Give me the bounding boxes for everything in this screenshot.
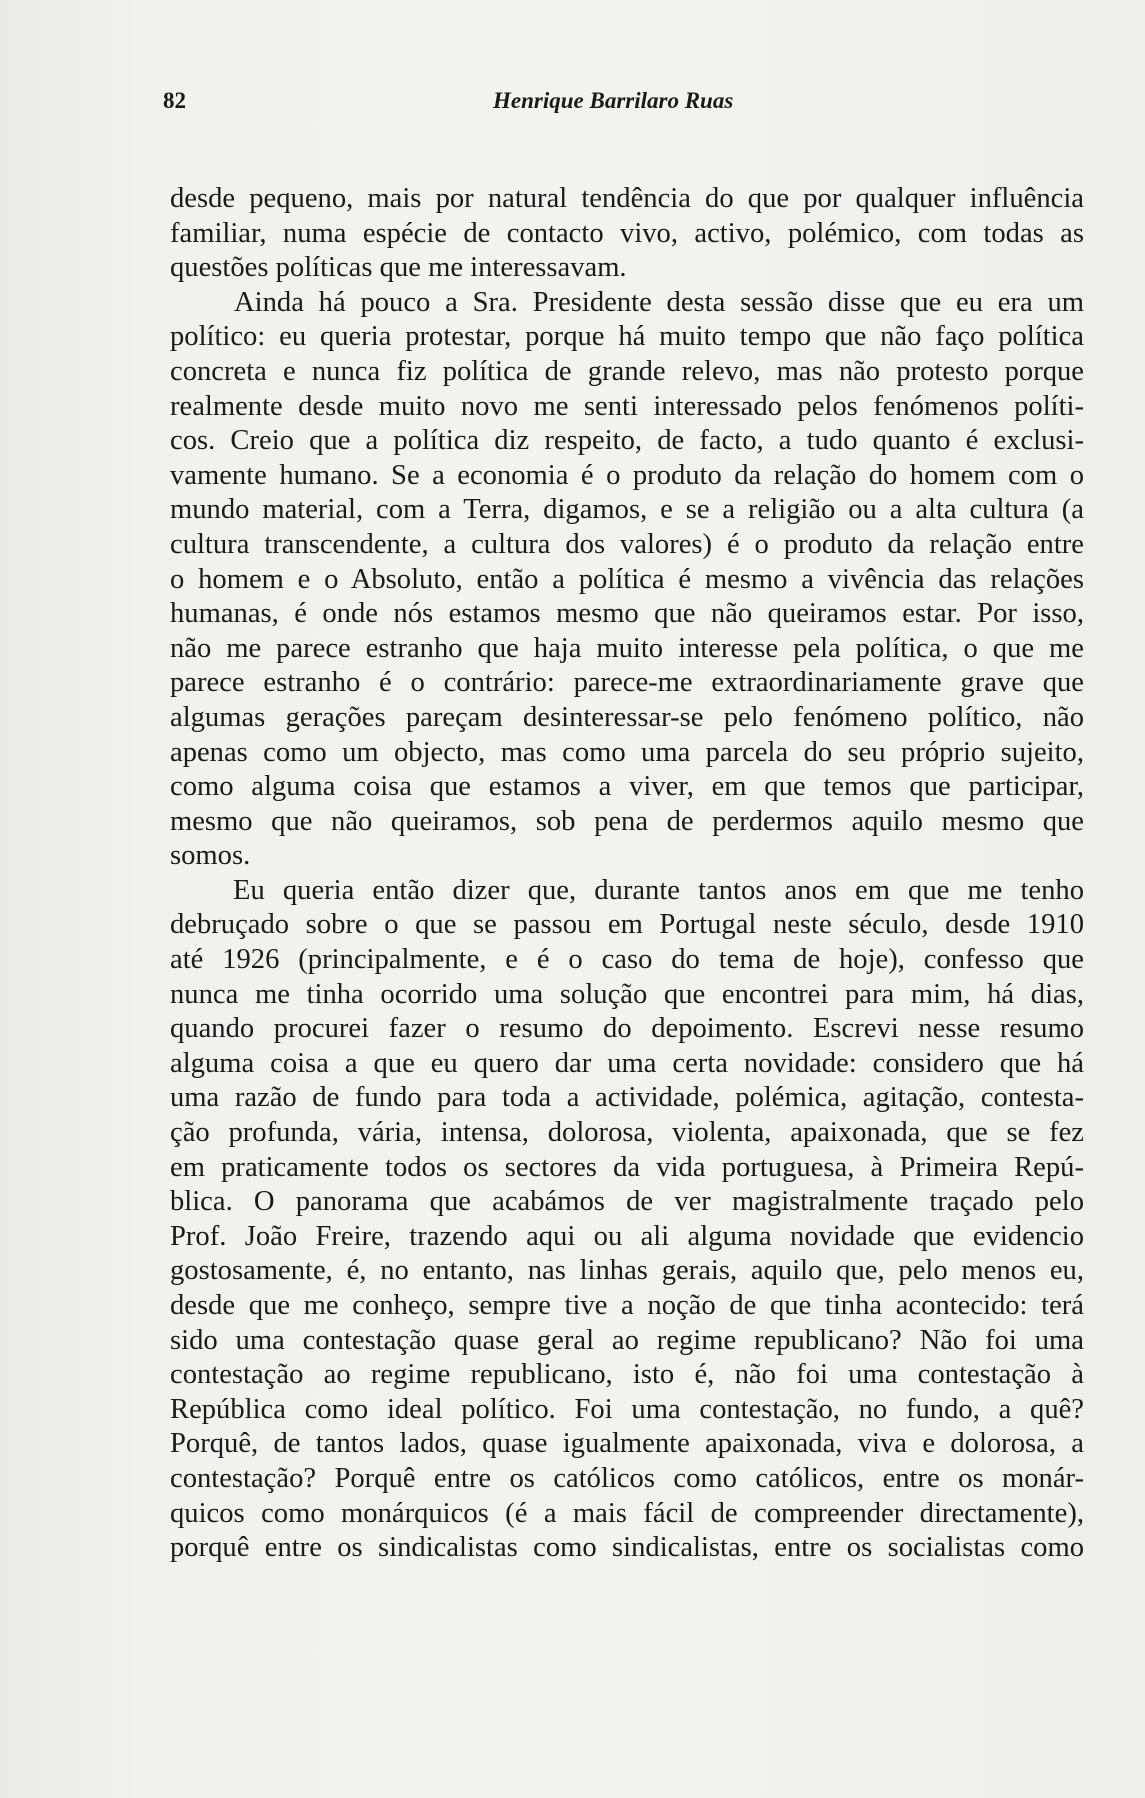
text-line: humanas, é onde nós estamos mesmo que não queiramos estar. Por isso, [170, 598, 1084, 630]
text-line: até 1926 (principalmente, e é o caso do tema de hoje), confesso que [170, 944, 1084, 976]
text-line: vamente humano. Se a economia é o produto da relação do homem com o [170, 459, 1084, 491]
text-line: mesmo que não queiramos, sob pena de perdermos aquilo mesmo que [170, 805, 1084, 837]
text-line: nunca me tinha ocorrido uma solução que encontrei para mim, há dias, [170, 978, 1084, 1010]
text-line: Prof. João Freire, trazendo aqui ou ali alguma novidade que evidencio [170, 1220, 1084, 1252]
text-line: debruçado sobre o que se passou em Portugal neste século, desde 1910 [170, 909, 1084, 941]
text-line: familiar, numa espécie de contacto vivo, activo, polémico, com todas as [170, 217, 1084, 249]
text-line: porquê entre os sindicalistas como sindicalistas, entre os socialistas como [170, 1532, 1084, 1564]
text-line: uma razão de fundo para toda a actividade, polémica, agitação, contesta- [170, 1082, 1084, 1114]
text-line: desde que me conheço, sempre tive a noção de que tinha acontecido: terá [170, 1290, 1084, 1321]
text-line: apenas como um objecto, mas como uma parcela do seu próprio sujeito, [170, 736, 1084, 768]
text-line: República como ideal político. Foi uma contestação, no fundo, a quê? [170, 1393, 1084, 1425]
text-line: Ainda há pouco a Sra. Presidente desta sessão disse que eu era um [234, 286, 1084, 318]
running-title: Henrique Barrilaro Ruas [493, 88, 734, 113]
text-line: desde pequeno, mais por natural tendência do que por qualquer influência [170, 183, 1084, 214]
text-line: alguma coisa a que eu quero dar uma certa novidade: considero que há [170, 1047, 1084, 1079]
text-line: cultura transcendente, a cultura dos valores) é o produto da relação entre [170, 528, 1084, 560]
text-line: concreta e nunca fiz política de grande relevo, mas não protesto porque [170, 355, 1084, 387]
text-line: sido uma contestação quase geral ao regime republicano? Não foi uma [170, 1324, 1084, 1356]
text-line: em praticamente todos os sectores da vida portuguesa, à Primeira Repú- [170, 1151, 1084, 1183]
text-line: quando procurei fazer o resumo do depoimento. Escrevi nesse resumo [170, 1013, 1084, 1045]
text-line: algumas gerações pareçam desinteressar-se pelo fenómeno político, não [170, 701, 1084, 733]
body-text [170, 182, 1084, 1566]
text-line: parece estranho é o contrário: parece-me extraordinariamente grave que [170, 667, 1084, 699]
page-number: 82 [163, 88, 186, 113]
text-line: somos. [170, 840, 251, 872]
text-line: questões políticas que me interessavam. [170, 252, 627, 284]
text-line: contestação ao regime republicano, isto é, não foi uma contestação à [170, 1359, 1084, 1391]
text-line: político: eu queria protestar, porque há muito tempo que não faço política [170, 321, 1084, 353]
text-line: contestação? Porquê entre os católicos como católicos, entre os monár- [170, 1462, 1084, 1494]
text-line: quicos como monárquicos (é a mais fácil de compreender directamente), [170, 1497, 1084, 1529]
text-line: gostosamente, é, no entanto, nas linhas gerais, aquilo que, pelo menos eu, [170, 1255, 1084, 1287]
text-line: realmente desde muito novo me senti interessado pelos fenómenos políti- [170, 390, 1084, 422]
text-line: o homem e o Absoluto, então a política é mesmo a vivência das relações [170, 563, 1084, 595]
running-head [163, 88, 1081, 122]
text-line: blica. O panorama que acabámos de ver magistralmente traçado pelo [170, 1186, 1084, 1218]
text-line: não me parece estranho que haja muito interesse pela política, o que me [170, 632, 1084, 664]
text-line: ção profunda, vária, intensa, dolorosa, violenta, apaixonada, que se fez [170, 1117, 1084, 1149]
text-line: Eu queria então dizer que, durante tantos anos em que me tenho [233, 874, 1084, 906]
text-line: como alguma coisa que estamos a viver, em que temos que participar, [170, 771, 1084, 803]
text-line: cos. Creio que a política diz respeito, de facto, a tudo quanto é exclusi- [170, 425, 1084, 457]
text-line: mundo material, com a Terra, digamos, e se a religião ou a alta cultura (a [170, 494, 1084, 526]
text-line: Porquê, de tantos lados, quase igualmente apaixonada, viva e dolorosa, a [170, 1428, 1084, 1460]
